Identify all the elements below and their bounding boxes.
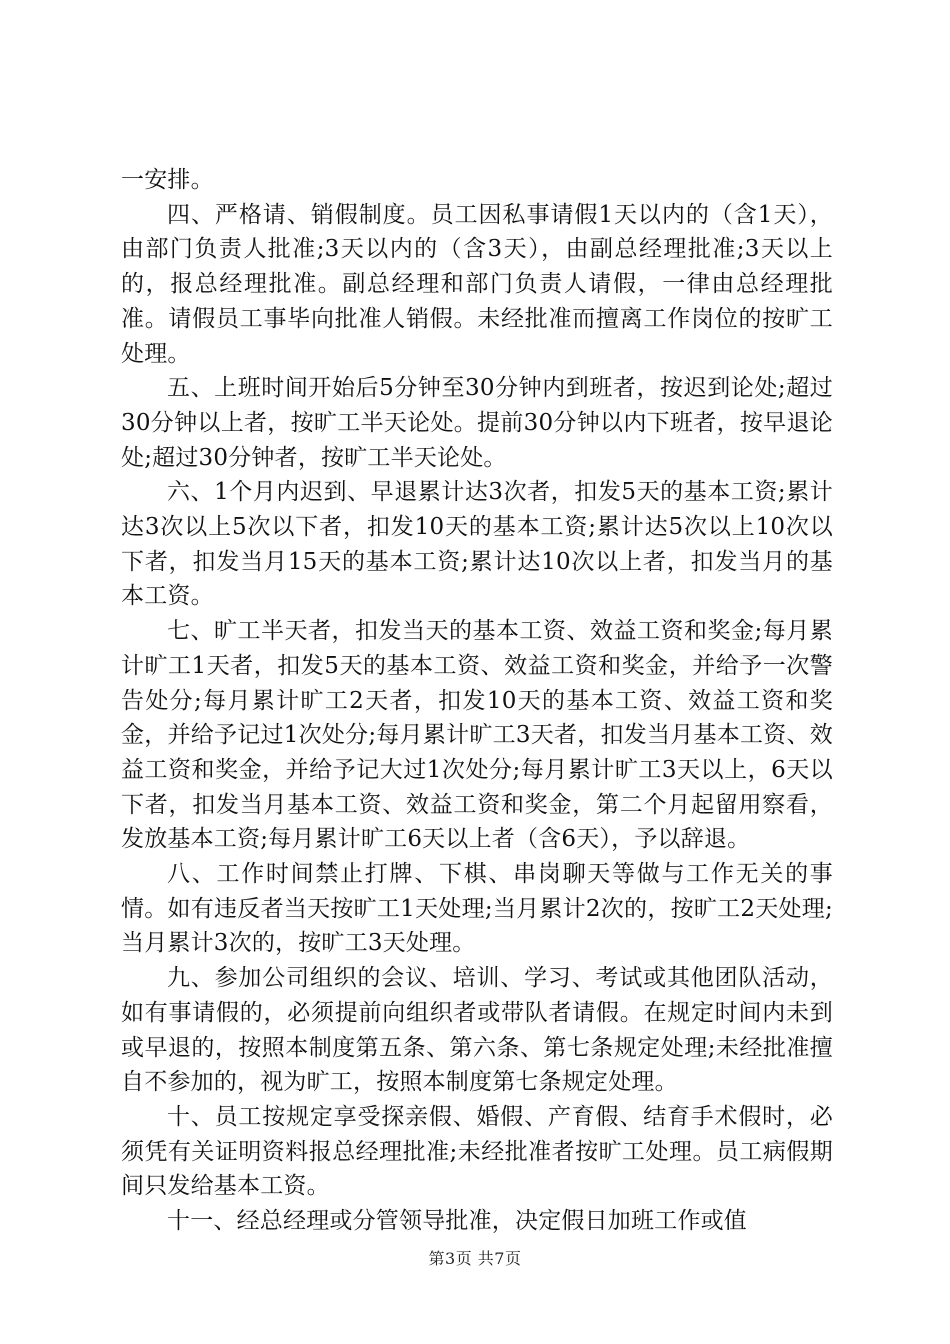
- paragraph-rule-8: 八、工作时间禁止打牌、下棋、串岗聊天等做与工作无关的事情。如有违反者当天按旷工1天处理;当月累计2次的，按旷工2天处理;当月累计3次的，按旷工3天处理。: [121, 861, 833, 957]
- paragraph-rule-10: 十、员工按规定享受探亲假、婚假、产育假、结育手术假时，必须凭有关证明资料报总经理批准;未经批准者按旷工处理。员工病假期间只发给基本工资。: [121, 1103, 833, 1200]
- page-number-footer: 第3页 共7页: [428, 1249, 522, 1268]
- paragraph-rule-4: 四、严格请、销假制度。员工因私事请假1天以内的（含1天），由部门负责人批准;3天以内的（含3天），由副总经理批准;3天以上的，报总经理批准。副总经理和部门负责人请假，一律由总经理批准。请假员工事毕向批准人销假。未经批准而擅离工作岗位的按旷工处理。: [121, 201, 833, 367]
- paragraph-rule-6: 六、1个月内迟到、早退累计达3次者，扣发5天的基本工资;累计达3次以上5次以下者，扣发10天的基本工资;累计达5次以上10次以下者，扣发当月15天的基本工资;累计达10次以上者，扣发当月的基本工资。: [121, 479, 833, 610]
- paragraph-continuation: 一安排。: [121, 167, 214, 193]
- document-body: [121, 163, 833, 1239]
- paragraph-rule-11: 十一、经总经理或分管领导批准，决定假日加班工作或值: [167, 1208, 747, 1235]
- paragraph-rule-9: 九、参加公司组织的会议、培训、学习、考试或其他团队活动，如有事请假的，必须提前向组织者或带队者请假。在规定时间内未到或早退的，按照本制度第五条、第六条、第七条规定处理;未经批准擅自不参加的，视为旷工，按照本制度第七条规定处理。: [121, 965, 833, 1096]
- paragraph-rule-7: 七、旷工半天者，扣发当天的基本工资、效益工资和奖金;每月累计旷工1天者，扣发5天的基本工资、效益工资和奖金，并给予一次警告处分;每月累计旷工2天者，扣发10天的基本工资、效益工资和奖金，并给予记过1次处分;每月累计旷工3天者，扣发当月基本工资、效益工资和奖金，并给予记大过1次处分;每月累计旷工3天以上，6天以下者，扣发当月基本工资、效益工资和奖金，第二个月起留用察看，发放基本工资;每月累计旷工6天以上者（含6天），予以辞退。: [121, 618, 833, 853]
- paragraph-rule-5: 五、上班时间开始后5分钟至30分钟内到班者，按迟到论处;超过30分钟以上者，按旷工半天论处。提前30分钟以内下班者，按早退论处;超过30分钟者，按旷工半天论处。: [121, 375, 833, 471]
